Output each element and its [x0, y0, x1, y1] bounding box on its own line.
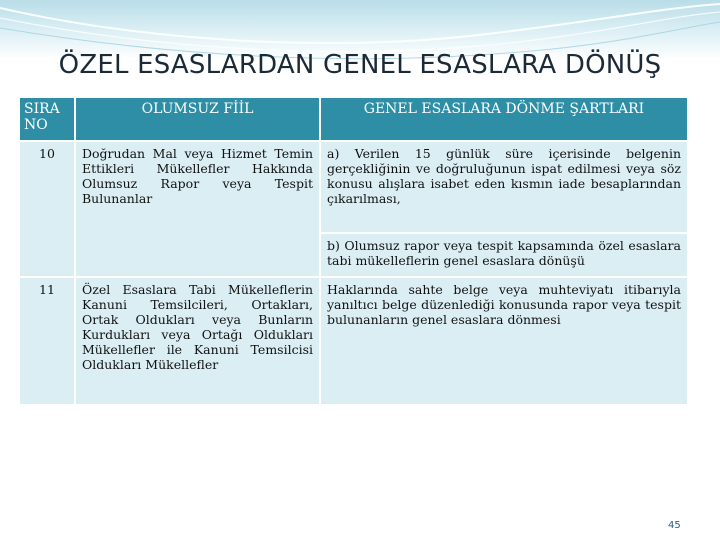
row-number: 11: [20, 278, 74, 404]
page-number: 45: [668, 520, 681, 531]
page-title: ÖZEL ESASLARDAN GENEL ESASLARA DÖNÜŞ: [58, 50, 662, 80]
row-number: 10: [20, 142, 74, 276]
table-row: [20, 142, 687, 232]
conditions-table: [18, 96, 689, 406]
table-row: [20, 278, 687, 404]
row-condition-b: b) Olumsuz rapor veya tespit kapsamında özel esaslara tabi mükelleflerin genel esaslara dönüşü: [321, 234, 687, 276]
row-condition-a: a) Verilen 15 günlük süre içerisinde belgenin gerçekliğinin ve doğruluğunun ispat edilmesi veya söz konusu alışlara isabet eden kısmın iade besaplarından çıkarılması,: [321, 142, 687, 232]
table-header-row: [20, 98, 687, 140]
row-act: Doğrudan Mal veya Hizmet Temin Ettikleri Mükellefler Hakkında Olumsuz Rapor veya Tespit Bulunanlar: [76, 142, 319, 276]
header-olumsuz-fiil: OLUMSUZ FİİL: [76, 98, 319, 140]
header-genel-esaslara-donme-sartlari: GENEL ESASLARA DÖNME ŞARTLARI: [321, 98, 687, 140]
row-condition: Haklarında sahte belge veya muhteviyatı itibarıyla yanıltıcı belge düzenlediği konusunda rapor veya tespit bulunanların genel esaslara dönmesi: [321, 278, 687, 404]
header-sira-no: SIRA NO: [20, 98, 74, 140]
row-act: Özel Esaslara Tabi Mükelleflerin Kanuni Temsilcileri, Ortakları, Ortak Oldukları veya Bunların Kurdukları veya Ortağı Oldukları Mükellefler ile Kanuni Temsilcisi Oldukları Mükellefler: [76, 278, 319, 404]
